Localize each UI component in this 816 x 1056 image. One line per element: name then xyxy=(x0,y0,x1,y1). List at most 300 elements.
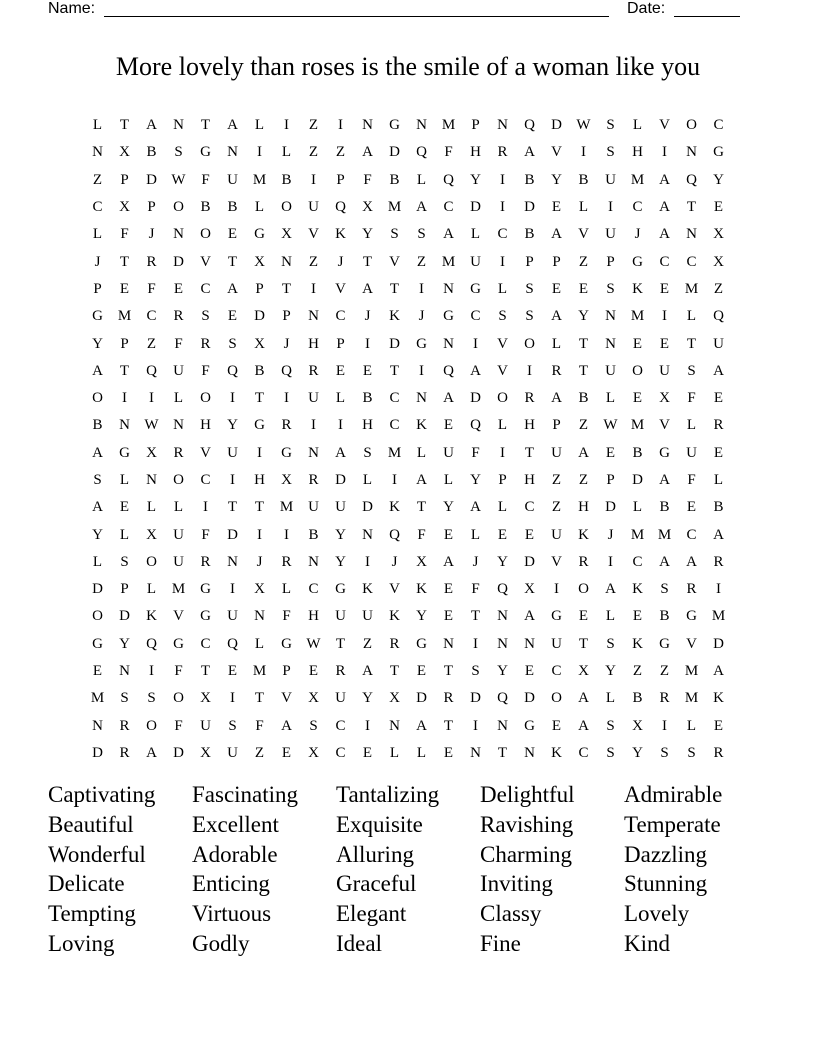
grid-letter: N xyxy=(173,117,184,134)
grid-letter: M xyxy=(711,608,726,625)
grid-letter: L xyxy=(254,199,265,216)
grid-letter: P xyxy=(282,663,291,680)
grid-letter: W xyxy=(144,417,159,434)
grid-letter: T xyxy=(119,362,130,379)
grid-letter: K xyxy=(416,417,427,434)
grid-letter: Y xyxy=(335,526,346,543)
grid-letter: P xyxy=(552,253,561,270)
grid-letter: S xyxy=(417,226,426,243)
grid-letter: D xyxy=(470,390,481,407)
grid-letter: T xyxy=(524,444,535,461)
grid-letter: Z xyxy=(578,253,589,270)
grid-letter: G xyxy=(335,581,346,598)
grid-letter: I xyxy=(581,144,586,161)
grid-letter: S xyxy=(93,472,102,488)
word-item: Delicate xyxy=(48,871,125,897)
grid-letter: F xyxy=(120,226,129,243)
grid-letter: V xyxy=(308,226,319,243)
grid-letter: S xyxy=(363,444,372,461)
grid-letter: U xyxy=(227,171,238,188)
grid-letter: L xyxy=(416,744,427,761)
grid-letter: R xyxy=(335,663,346,680)
grid-letter: A xyxy=(659,553,670,570)
grid-letter: S xyxy=(606,144,615,161)
grid-letter: D xyxy=(146,171,157,188)
word-list xyxy=(48,780,768,959)
grid-letter: D xyxy=(335,472,346,488)
grid-letter: R xyxy=(119,744,130,761)
grid-letter: L xyxy=(416,171,427,188)
word-item: Virtuous xyxy=(192,901,272,927)
word-item: Tantalizing xyxy=(336,782,440,807)
grid-letter: N xyxy=(92,717,103,734)
grid-letter: L xyxy=(605,608,616,625)
grid-letter: B xyxy=(146,144,157,161)
word-item: Godly xyxy=(192,930,250,956)
grid-letter: V xyxy=(200,444,211,461)
grid-letter: R xyxy=(713,417,724,434)
grid-letter: C xyxy=(686,526,697,543)
grid-letter: N xyxy=(281,253,292,270)
grid-row xyxy=(84,549,732,576)
grid-letter: D xyxy=(92,581,103,598)
grid-letter: N xyxy=(308,308,319,325)
grid-letter: E xyxy=(227,226,238,243)
grid-letter: N xyxy=(497,717,508,734)
grid-letter: B xyxy=(362,390,373,407)
word-item: Excellent xyxy=(192,811,279,837)
grid-letter: T xyxy=(227,253,238,270)
grid-letter: S xyxy=(228,335,237,352)
grid-letter: S xyxy=(309,717,318,734)
grid-row xyxy=(84,385,732,412)
grid-letter: K xyxy=(362,581,373,598)
word-item: Captivating xyxy=(48,782,156,807)
grid-letter: B xyxy=(524,226,535,243)
grid-letter: L xyxy=(578,199,589,216)
grid-letter: A xyxy=(470,362,481,379)
grid-letter: G xyxy=(659,635,670,652)
grid-letter: Q xyxy=(146,635,157,652)
grid-letter: C xyxy=(713,117,724,134)
grid-letter: A xyxy=(416,199,427,216)
grid-letter: K xyxy=(713,690,724,707)
grid-letter: B xyxy=(200,199,211,216)
grid-letter: R xyxy=(713,553,724,570)
grid-letter: S xyxy=(660,744,669,761)
grid-letter: X xyxy=(119,199,130,216)
grid-letter: I xyxy=(311,280,316,297)
grid-letter: Y xyxy=(578,308,589,325)
grid-letter: P xyxy=(282,308,291,325)
grid-letter: L xyxy=(605,390,616,407)
grid-letter: N xyxy=(605,308,616,325)
grid-letter: R xyxy=(443,690,454,707)
grid-letter: N xyxy=(605,335,616,352)
grid-letter: G xyxy=(200,581,211,598)
grid-letter: X xyxy=(308,744,319,761)
grid-letter: I xyxy=(365,717,370,734)
grid-letter: G xyxy=(281,444,292,461)
grid-letter: E xyxy=(443,581,454,598)
grid-letter: T xyxy=(686,335,697,352)
grid-letter: I xyxy=(311,171,316,188)
grid-letter: Y xyxy=(362,226,373,243)
grid-letter: Y xyxy=(362,690,373,707)
grid-letter: R xyxy=(200,553,211,570)
grid-letter: W xyxy=(603,417,618,434)
grid-letter: U xyxy=(605,171,616,188)
grid-letter: Y xyxy=(605,663,616,680)
grid-letter: Z xyxy=(551,472,562,488)
word-item: Enticing xyxy=(192,871,270,897)
grid-letter: N xyxy=(362,526,373,543)
grid-letter: Y xyxy=(92,335,103,352)
grid-letter: N xyxy=(308,553,319,570)
grid-letter: I xyxy=(365,335,370,352)
grid-letter: E xyxy=(416,663,427,680)
grid-letter: U xyxy=(173,553,184,570)
grid-letter: L xyxy=(497,280,508,297)
grid-letter: A xyxy=(551,390,562,407)
grid-letter: A xyxy=(335,444,346,461)
word-item: Ravishing xyxy=(480,811,574,837)
grid-letter: A xyxy=(578,717,589,734)
grid-letter: L xyxy=(497,417,508,434)
grid-letter: D xyxy=(173,253,184,270)
grid-letter: A xyxy=(713,663,724,680)
grid-letter: T xyxy=(389,280,400,297)
grid-letter: L xyxy=(416,444,427,461)
grid-letter: Z xyxy=(659,663,670,680)
grid-letter: E xyxy=(605,444,616,461)
grid-letter: K xyxy=(335,226,346,243)
grid-row xyxy=(84,467,732,494)
grid-letter: L xyxy=(92,553,103,570)
page-title: More lovely than roses is the smile of a woman like you xyxy=(115,52,701,81)
grid-letter: R xyxy=(524,390,535,407)
grid-row xyxy=(84,221,732,248)
grid-letter: T xyxy=(254,390,265,407)
grid-letter: L xyxy=(119,526,130,543)
grid-letter: I xyxy=(284,117,289,134)
grid-letter: A xyxy=(362,280,373,297)
grid-letter: M xyxy=(441,253,456,270)
grid-letter: Y xyxy=(443,499,454,516)
grid-row xyxy=(84,112,732,139)
grid-letter: V xyxy=(389,581,400,598)
grid-letter: C xyxy=(551,663,562,680)
grid-letter: K xyxy=(551,744,562,761)
grid-letter: I xyxy=(419,280,424,297)
word-item: Elegant xyxy=(336,901,407,927)
grid-letter: R xyxy=(578,553,589,570)
grid-letter: S xyxy=(606,635,615,652)
grid-letter: G xyxy=(632,253,643,270)
grid-letter: T xyxy=(254,499,265,516)
grid-letter: M xyxy=(441,117,456,134)
grid-row xyxy=(84,603,732,630)
grid-letter: B xyxy=(308,526,319,543)
grid-letter: V xyxy=(281,690,292,707)
grid-letter: B xyxy=(578,390,589,407)
grid-letter: C xyxy=(335,717,346,734)
grid-letter: O xyxy=(686,117,697,134)
word-item: Graceful xyxy=(336,871,417,897)
grid-letter: U xyxy=(659,362,670,379)
grid-row xyxy=(84,194,732,221)
grid-letter: X xyxy=(254,335,265,352)
grid-letter: G xyxy=(92,308,103,325)
grid-letter: H xyxy=(524,472,535,488)
grid-letter: Y xyxy=(119,635,130,652)
grid-row xyxy=(84,658,732,685)
word-item: Wonderful xyxy=(48,841,146,867)
word-item: Lovely xyxy=(624,901,690,927)
grid-letter: O xyxy=(632,362,643,379)
grid-letter: Q xyxy=(389,526,400,543)
grid-letter: M xyxy=(117,308,132,325)
grid-letter: I xyxy=(419,362,424,379)
grid-letter: E xyxy=(335,362,346,379)
grid-letter: X xyxy=(524,581,535,598)
grid-letter: N xyxy=(146,472,157,488)
grid-letter: V xyxy=(659,417,670,434)
grid-letter: P xyxy=(120,335,129,352)
grid-letter: R xyxy=(686,581,697,598)
date-label: Date: xyxy=(627,0,666,17)
grid-letter: G xyxy=(416,335,427,352)
grid-letter: L xyxy=(713,472,724,488)
grid-letter: S xyxy=(687,362,696,379)
grid-letter: R xyxy=(173,308,184,325)
grid-letter: Z xyxy=(308,253,319,270)
grid-letter: T xyxy=(389,663,400,680)
grid-letter: E xyxy=(632,335,643,352)
grid-letter: A xyxy=(92,362,103,379)
grid-letter: Q xyxy=(443,171,454,188)
grid-letter: O xyxy=(173,199,184,216)
grid-letter: S xyxy=(174,144,183,161)
grid-letter: D xyxy=(713,635,724,652)
grid-letter: E xyxy=(92,663,103,680)
grid-letter: I xyxy=(662,308,667,325)
grid-letter: N xyxy=(524,635,535,652)
grid-letter: G xyxy=(389,117,400,134)
grid-letter: W xyxy=(306,635,321,652)
grid-letter: E xyxy=(227,663,238,680)
grid-letter: T xyxy=(227,499,238,516)
grid-letter: N xyxy=(92,144,103,161)
grid-letter: R xyxy=(281,417,292,434)
grid-letter: D xyxy=(551,117,562,134)
grid-letter: A xyxy=(578,690,589,707)
grid-letter: N xyxy=(497,635,508,652)
grid-letter: X xyxy=(200,744,211,761)
grid-letter: M xyxy=(387,199,402,216)
grid-letter: I xyxy=(500,199,505,216)
grid-letter: G xyxy=(551,608,562,625)
word-item: Dazzling xyxy=(624,841,708,867)
grid-letter: L xyxy=(632,117,643,134)
grid-letter: A xyxy=(524,144,535,161)
grid-letter: I xyxy=(149,663,154,680)
grid-letter: D xyxy=(524,690,535,707)
grid-letter: I xyxy=(149,390,154,407)
grid-letter: U xyxy=(227,744,238,761)
grid-letter: O xyxy=(578,581,589,598)
grid-letter: A xyxy=(443,390,454,407)
grid-letter: I xyxy=(500,253,505,270)
grid-letter: S xyxy=(606,117,615,134)
grid-letter: N xyxy=(497,608,508,625)
grid-letter: Y xyxy=(335,553,346,570)
grid-letter: A xyxy=(551,308,562,325)
grid-letter: R xyxy=(200,335,211,352)
grid-letter: X xyxy=(119,144,130,161)
grid-letter: X xyxy=(281,226,292,243)
grid-letter: B xyxy=(632,444,643,461)
grid-letter: X xyxy=(254,253,265,270)
grid-letter: M xyxy=(252,171,267,188)
grid-letter: G xyxy=(92,635,103,652)
grid-letter: T xyxy=(254,690,265,707)
grid-letter: Q xyxy=(146,362,157,379)
grid-letter: R xyxy=(389,635,400,652)
grid-letter: G xyxy=(254,417,265,434)
grid-letter: H xyxy=(632,144,643,161)
grid-letter: J xyxy=(364,308,371,325)
grid-letter: C xyxy=(443,199,454,216)
grid-letter: J xyxy=(94,253,101,270)
grid-letter: L xyxy=(146,499,157,516)
grid-letter: F xyxy=(471,444,480,461)
grid-letter: O xyxy=(92,608,103,625)
grid-letter: U xyxy=(470,253,481,270)
word-item: Kind xyxy=(624,930,670,956)
grid-letter: Z xyxy=(632,663,643,680)
grid-row xyxy=(84,685,732,712)
grid-letter: D xyxy=(470,690,481,707)
grid-letter: A xyxy=(416,472,427,488)
grid-row xyxy=(84,139,732,166)
word-item: Adorable xyxy=(192,841,278,867)
grid-letter: O xyxy=(551,690,562,707)
grid-letter: N xyxy=(362,117,373,134)
grid-letter: A xyxy=(416,717,427,734)
grid-letter: N xyxy=(254,608,265,625)
grid-letter: F xyxy=(687,472,696,488)
grid-letter: I xyxy=(473,635,478,652)
grid-letter: C xyxy=(335,308,346,325)
word-item: Charming xyxy=(480,841,572,867)
grid-letter: Q xyxy=(470,417,481,434)
grid-letter: Z xyxy=(578,417,589,434)
grid-letter: D xyxy=(173,744,184,761)
grid-letter: N xyxy=(227,553,238,570)
grid-letter: S xyxy=(147,690,156,707)
word-item: Inviting xyxy=(480,871,553,897)
grid-letter: Y xyxy=(416,608,427,625)
grid-letter: E xyxy=(443,526,454,543)
grid-letter: T xyxy=(497,744,508,761)
grid-letter: T xyxy=(686,199,697,216)
grid-letter: N xyxy=(416,390,427,407)
grid-letter: U xyxy=(686,444,697,461)
grid-letter: L xyxy=(173,390,184,407)
grid-letter: N xyxy=(227,144,238,161)
grid-letter: D xyxy=(416,690,427,707)
grid-letter: H xyxy=(308,335,319,352)
grid-letter: I xyxy=(311,417,316,434)
grid-row xyxy=(84,740,732,767)
grid-letter: X xyxy=(254,581,265,598)
grid-letter: E xyxy=(713,390,724,407)
grid-letter: S xyxy=(606,280,615,297)
grid-letter: S xyxy=(660,581,669,598)
header xyxy=(48,0,740,20)
grid-letter: U xyxy=(605,226,616,243)
grid-letter: L xyxy=(362,472,373,488)
grid-letter: V xyxy=(686,635,697,652)
grid-letter: L xyxy=(254,635,265,652)
grid-letter: A xyxy=(713,526,724,543)
grid-letter: T xyxy=(578,335,589,352)
grid-letter: A xyxy=(470,499,481,516)
grid-letter: R xyxy=(308,362,319,379)
grid-letter: M xyxy=(171,581,186,598)
grid-letter: E xyxy=(578,608,589,625)
grid-letter: T xyxy=(335,635,346,652)
grid-letter: N xyxy=(686,226,697,243)
grid-letter: B xyxy=(578,171,589,188)
grid-letter: O xyxy=(146,553,157,570)
grid-letter: X xyxy=(659,390,670,407)
grid-letter: Z xyxy=(92,171,103,188)
grid-letter: A xyxy=(281,717,292,734)
grid-letter: A xyxy=(443,226,454,243)
grid-letter: E xyxy=(281,744,292,761)
grid-letter: G xyxy=(173,635,184,652)
grid-letter: L xyxy=(119,472,130,488)
grid-letter: F xyxy=(255,717,264,734)
grid-letter: J xyxy=(607,526,614,543)
grid-letter: I xyxy=(257,144,262,161)
grid-letter: X xyxy=(146,526,157,543)
date-field-line xyxy=(674,16,740,17)
grid-letter: U xyxy=(713,335,724,352)
grid-row xyxy=(84,303,732,330)
grid-letter: P xyxy=(120,171,129,188)
grid-letter: G xyxy=(119,444,130,461)
grid-letter: I xyxy=(230,472,235,488)
grid-letter: E xyxy=(443,417,454,434)
grid-letter: F xyxy=(174,717,183,734)
grid-letter: A xyxy=(659,226,670,243)
grid-letter: U xyxy=(173,526,184,543)
grid-letter: E xyxy=(173,280,184,297)
grid-letter: O xyxy=(524,335,535,352)
grid-letter: G xyxy=(524,717,535,734)
grid-letter: I xyxy=(716,581,721,598)
grid-letter: T xyxy=(578,635,589,652)
word-item: Tempting xyxy=(48,901,136,927)
grid-letter: C xyxy=(335,744,346,761)
grid-letter: A xyxy=(551,226,562,243)
grid-letter: P xyxy=(471,117,480,134)
grid-letter: G xyxy=(470,280,481,297)
grid-letter: K xyxy=(632,280,643,297)
